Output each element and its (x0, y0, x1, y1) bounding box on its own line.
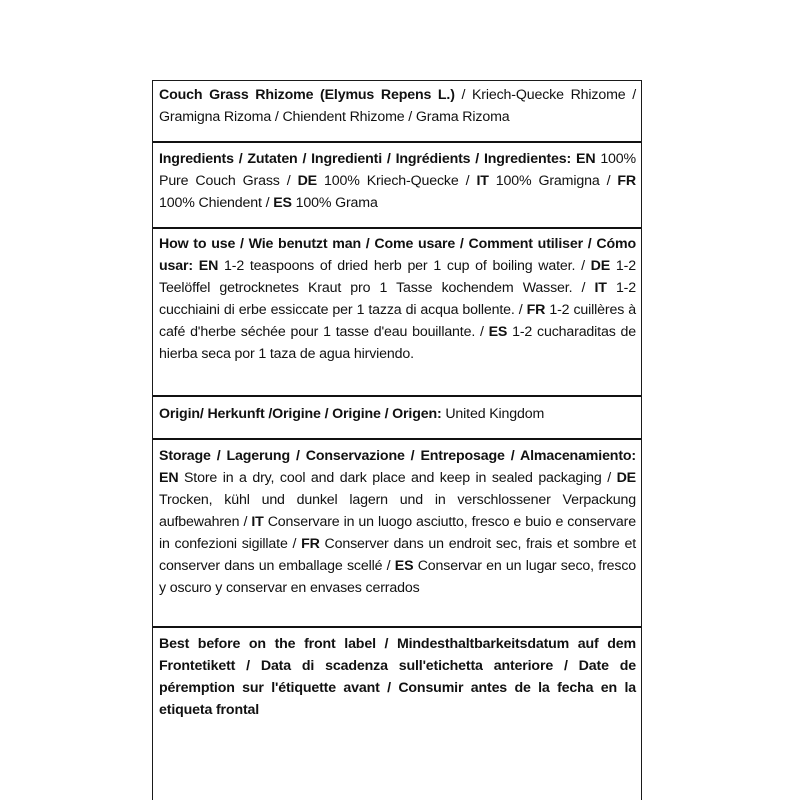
lang-code-de: DE (290, 173, 317, 189)
lang-code-en: EN (192, 258, 219, 274)
origin-heading: Origin/ Herkunft /Origine / Origine / Origen: (159, 406, 442, 422)
storage-es: Conservar en un lugar seco, fresco y oscuro y conservar en envases cerrados (159, 558, 637, 596)
section-divider (153, 141, 641, 143)
ingredients-en: 100% Pure Couch Grass / (159, 151, 636, 189)
best-before-text: Best before on the front label / Mindesthaltbarkeitsdatum auf dem Frontetikett / Data di scadenza sull'etichetta anteriore / Date de péremption sur l'étiquette avant / Consumir antes de la fecha en la etiqueta frontal (159, 636, 636, 718)
ingredients-es: 100% Grama (291, 195, 378, 211)
section-divider (153, 227, 641, 229)
lang-code-es: ES (390, 558, 414, 574)
lang-code-fr: FR (610, 173, 637, 189)
lang-code-de: DE (584, 258, 611, 274)
ingredients-fr: 100% Chiendent / (159, 195, 270, 211)
lang-code-es: ES (483, 324, 508, 340)
storage-en: Store in a dry, cool and dark place and keep in sealed packaging / (178, 470, 612, 486)
product-title (159, 84, 636, 128)
ingredients-de: 100% Kriech-Quecke / (317, 173, 470, 189)
product-label (152, 80, 642, 800)
storage-de: Trocken, kühl und dunkel lagern und in verschlossener Verpackung aufbewahren / (159, 492, 636, 530)
storage-it: Conservare in un luogo asciutto, fresco e buio e conservare in confezioni sigillate / (159, 514, 636, 552)
storage-fr: Conserver dans un endroit sec, frais et sombre et conserver dans un emballage scellé / (159, 536, 637, 574)
section-divider (153, 395, 641, 397)
product-name: Couch Grass Rhizome (Elymus Repens L.) (159, 87, 455, 103)
ingredients-heading: Ingredients / Zutaten / Ingredienti / Ingrédients / Ingredientes: (159, 151, 572, 167)
usage-fr: 1-2 cuillères à café d'herbe séchée pour 1 tasse d'eau bouillante. / (159, 302, 636, 340)
lang-code-fr: FR (522, 302, 546, 318)
section-divider (153, 438, 641, 440)
usage-de: 1-2 Teelöffel getrocknetes Kraut pro 1 Tasse kochendem Wasser. / (159, 258, 636, 296)
usage-es: 1-2 cucharaditas de hierba seca por 1 taza de agua hirviendo. (159, 324, 636, 362)
section-divider (153, 626, 641, 628)
storage-heading: Storage / Lagerung / Conservazione / Entreposage / Almacenamiento: (159, 448, 636, 464)
lang-code-it: IT (469, 173, 489, 189)
origin-section (159, 403, 636, 425)
usage-section (159, 233, 636, 365)
origin-value: United Kingdom (441, 406, 545, 422)
lang-code-en: EN (159, 470, 179, 486)
ingredients-it: 100% Gramigna / (488, 173, 611, 189)
lang-code-en: EN (571, 151, 596, 167)
storage-section (159, 445, 636, 599)
lang-code-fr: FR (296, 536, 320, 552)
usage-en: 1-2 teaspoons of dried herb per 1 cup of boiling water. / (218, 258, 585, 274)
lang-code-de: DE (611, 470, 636, 486)
best-before-section (159, 633, 636, 721)
lang-code-es: ES (269, 195, 292, 211)
usage-it: 1-2 cucchiaini di erbe essiccate per 1 tazza di acqua bollente. / (159, 280, 637, 318)
lang-code-it: IT (247, 514, 264, 530)
usage-heading: How to use / Wie benutzt man / Come usare / Comment utiliser / Cómo usar: (159, 236, 636, 274)
lang-code-it: IT (585, 280, 607, 296)
ingredients-section (159, 148, 636, 214)
product-name-translations: / Kriech-Quecke Rhizome / Gramigna Rizoma / Chiendent Rhizome / Grama Rizoma (159, 87, 636, 125)
